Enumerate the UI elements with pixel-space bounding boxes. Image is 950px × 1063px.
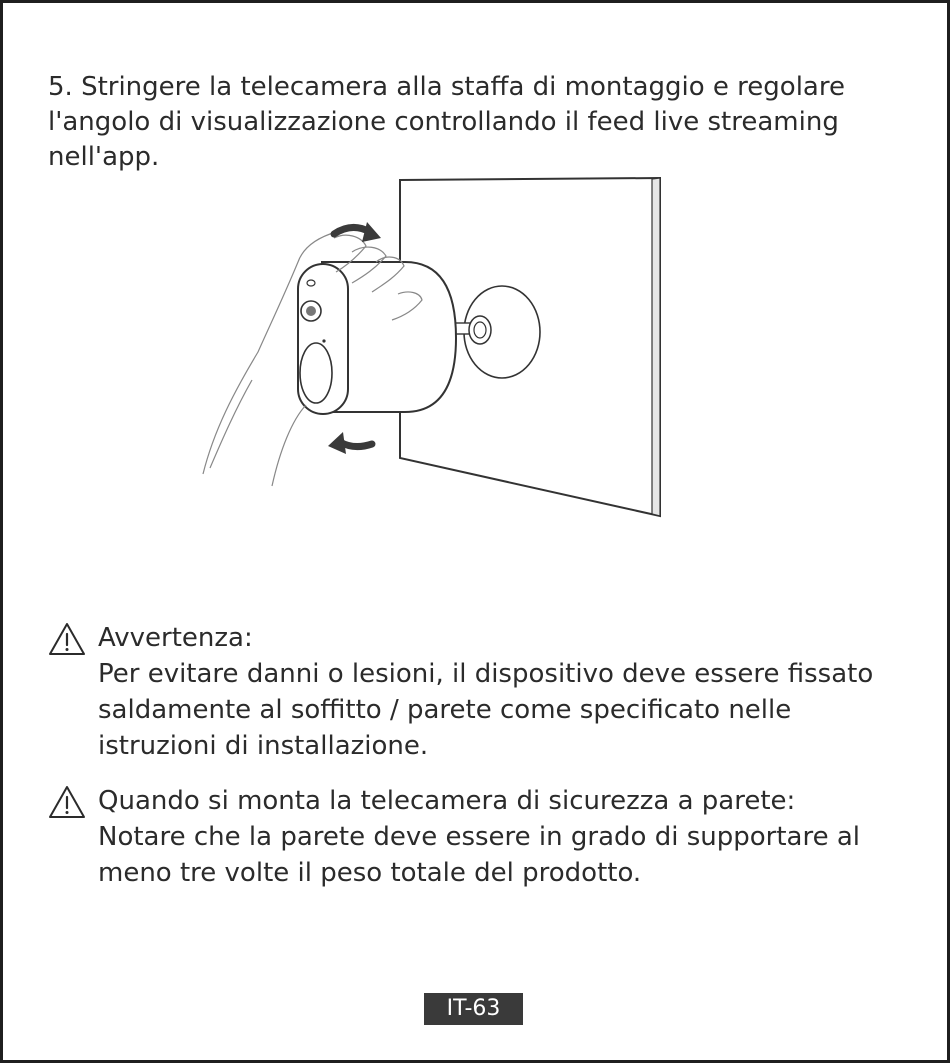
step-5-instruction: 5. Stringere la telecamera alla staffa di montaggio e regolare l'angolo di visualizzazione controllando il feed live streaming nell'app. — [48, 72, 845, 172]
warning-triangle-icon — [48, 622, 86, 656]
warning-note — [48, 620, 918, 764]
warning-body: Per evitare danni o lesioni, il dispositivo deve essere fissato saldamente al soffitto / parete come specificato nelle istruzioni di installazione. — [98, 659, 874, 761]
warning-triangle-icon — [48, 785, 86, 819]
camera-body — [298, 262, 456, 414]
wall-mount-body: Notare che la parete deve essere in grado di supportare al meno tre volte il peso totale del prodotto. — [98, 822, 860, 888]
wall-mount-title: Quando si monta la telecamera di sicurezza a parete: — [98, 786, 796, 816]
camera-mounting-illustration — [190, 170, 680, 530]
page-number-badge: IT-63 — [424, 993, 523, 1025]
warning-title: Avvertenza: — [98, 623, 253, 653]
wall-mount-note — [48, 783, 918, 891]
